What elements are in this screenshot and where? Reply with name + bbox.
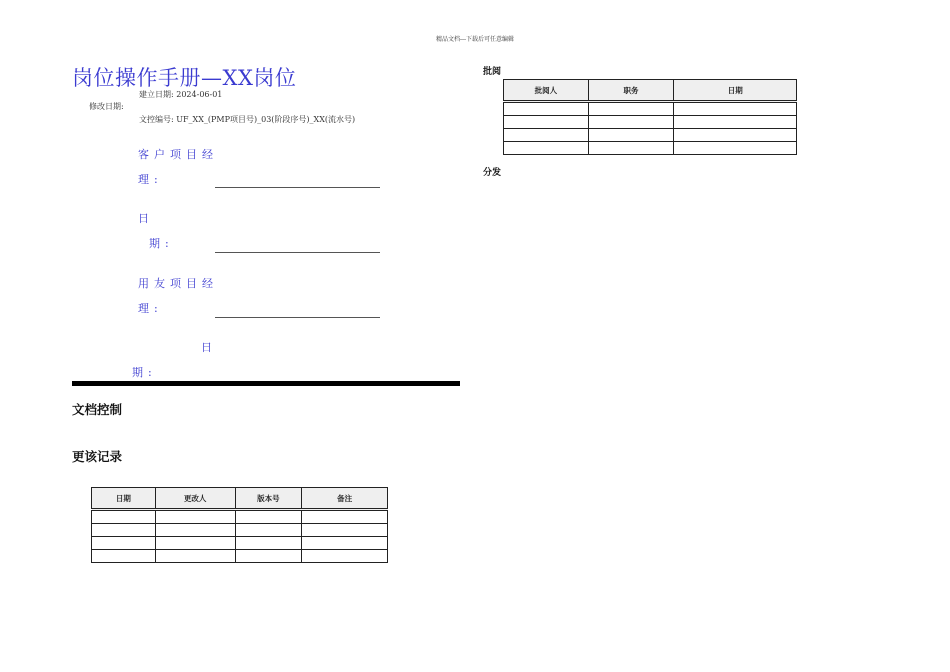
header-note: 精品文档---下载后可任意编辑	[435, 36, 515, 43]
table-header: 备注	[302, 488, 388, 510]
table-cell[interactable]	[302, 510, 388, 524]
table-cell[interactable]	[504, 102, 589, 116]
table-row	[504, 116, 797, 129]
document-title: 岗位操作手册—XX岗位	[72, 66, 297, 90]
table-row	[92, 510, 388, 524]
customer-pm-label: 客户项目经	[138, 148, 218, 161]
distribution-heading: 分发	[483, 168, 502, 178]
modified-label: 修改日期:	[89, 102, 124, 111]
review-heading: 批阅	[483, 67, 502, 77]
table-cell[interactable]	[674, 102, 797, 116]
table-cell[interactable]	[302, 550, 388, 563]
table-cell[interactable]	[504, 129, 589, 142]
table-row	[504, 142, 797, 155]
review-table	[503, 79, 797, 155]
table-cell[interactable]	[155, 550, 235, 563]
table-cell[interactable]	[235, 537, 302, 550]
yonyou-pm-signature-line[interactable]	[215, 317, 380, 318]
table-cell[interactable]	[674, 142, 797, 155]
customer-pm-signature-line[interactable]	[215, 187, 380, 188]
table-cell[interactable]	[92, 524, 156, 537]
created-label: 建立日期:	[139, 90, 174, 99]
table-cell[interactable]	[588, 129, 674, 142]
section-divider	[72, 381, 460, 386]
table-row	[504, 102, 797, 116]
table-row	[92, 550, 388, 563]
table-cell[interactable]	[92, 537, 156, 550]
date1-label-tail: 期:	[149, 237, 174, 250]
table-row	[504, 129, 797, 142]
table-cell[interactable]	[235, 524, 302, 537]
date1-label: 日	[138, 212, 154, 225]
table-cell[interactable]	[302, 537, 388, 550]
table-header: 版本号	[235, 488, 302, 510]
change-record-table	[91, 487, 388, 563]
table-cell[interactable]	[588, 116, 674, 129]
table-cell[interactable]	[674, 129, 797, 142]
table-cell[interactable]	[235, 510, 302, 524]
table-row	[92, 524, 388, 537]
change-record-heading: 更该记录	[72, 449, 123, 464]
table-cell[interactable]	[588, 142, 674, 155]
table-cell[interactable]	[92, 550, 156, 563]
table-header: 日期	[92, 488, 156, 510]
table-cell[interactable]	[155, 510, 235, 524]
customer-pm-label-tail: 理:	[138, 173, 163, 186]
table-cell[interactable]	[155, 524, 235, 537]
table-header: 职务	[588, 80, 674, 102]
date2-label-tail: 期:	[132, 366, 157, 379]
table-header: 批阅人	[504, 80, 589, 102]
table-header: 更改人	[155, 488, 235, 510]
created-date-row	[139, 89, 222, 100]
table-cell[interactable]	[674, 116, 797, 129]
date2-label: 日	[201, 341, 217, 354]
table-cell[interactable]	[302, 524, 388, 537]
table-cell[interactable]	[92, 510, 156, 524]
doc-code: 文控编号: UF_XX_(PMP项目号)_03(阶段序号)_XX(流水号)	[139, 115, 356, 124]
doc-control-heading: 文档控制	[72, 402, 123, 417]
created-date: 2024-06-01	[176, 90, 223, 99]
table-cell[interactable]	[588, 102, 674, 116]
table-row	[92, 537, 388, 550]
table-cell[interactable]	[155, 537, 235, 550]
yonyou-pm-label-tail: 理:	[138, 302, 163, 315]
table-header: 日期	[674, 80, 797, 102]
date1-signature-line[interactable]	[215, 252, 380, 253]
yonyou-pm-label: 用友项目经	[138, 277, 218, 290]
table-cell[interactable]	[504, 116, 589, 129]
table-cell[interactable]	[235, 550, 302, 563]
table-cell[interactable]	[504, 142, 589, 155]
